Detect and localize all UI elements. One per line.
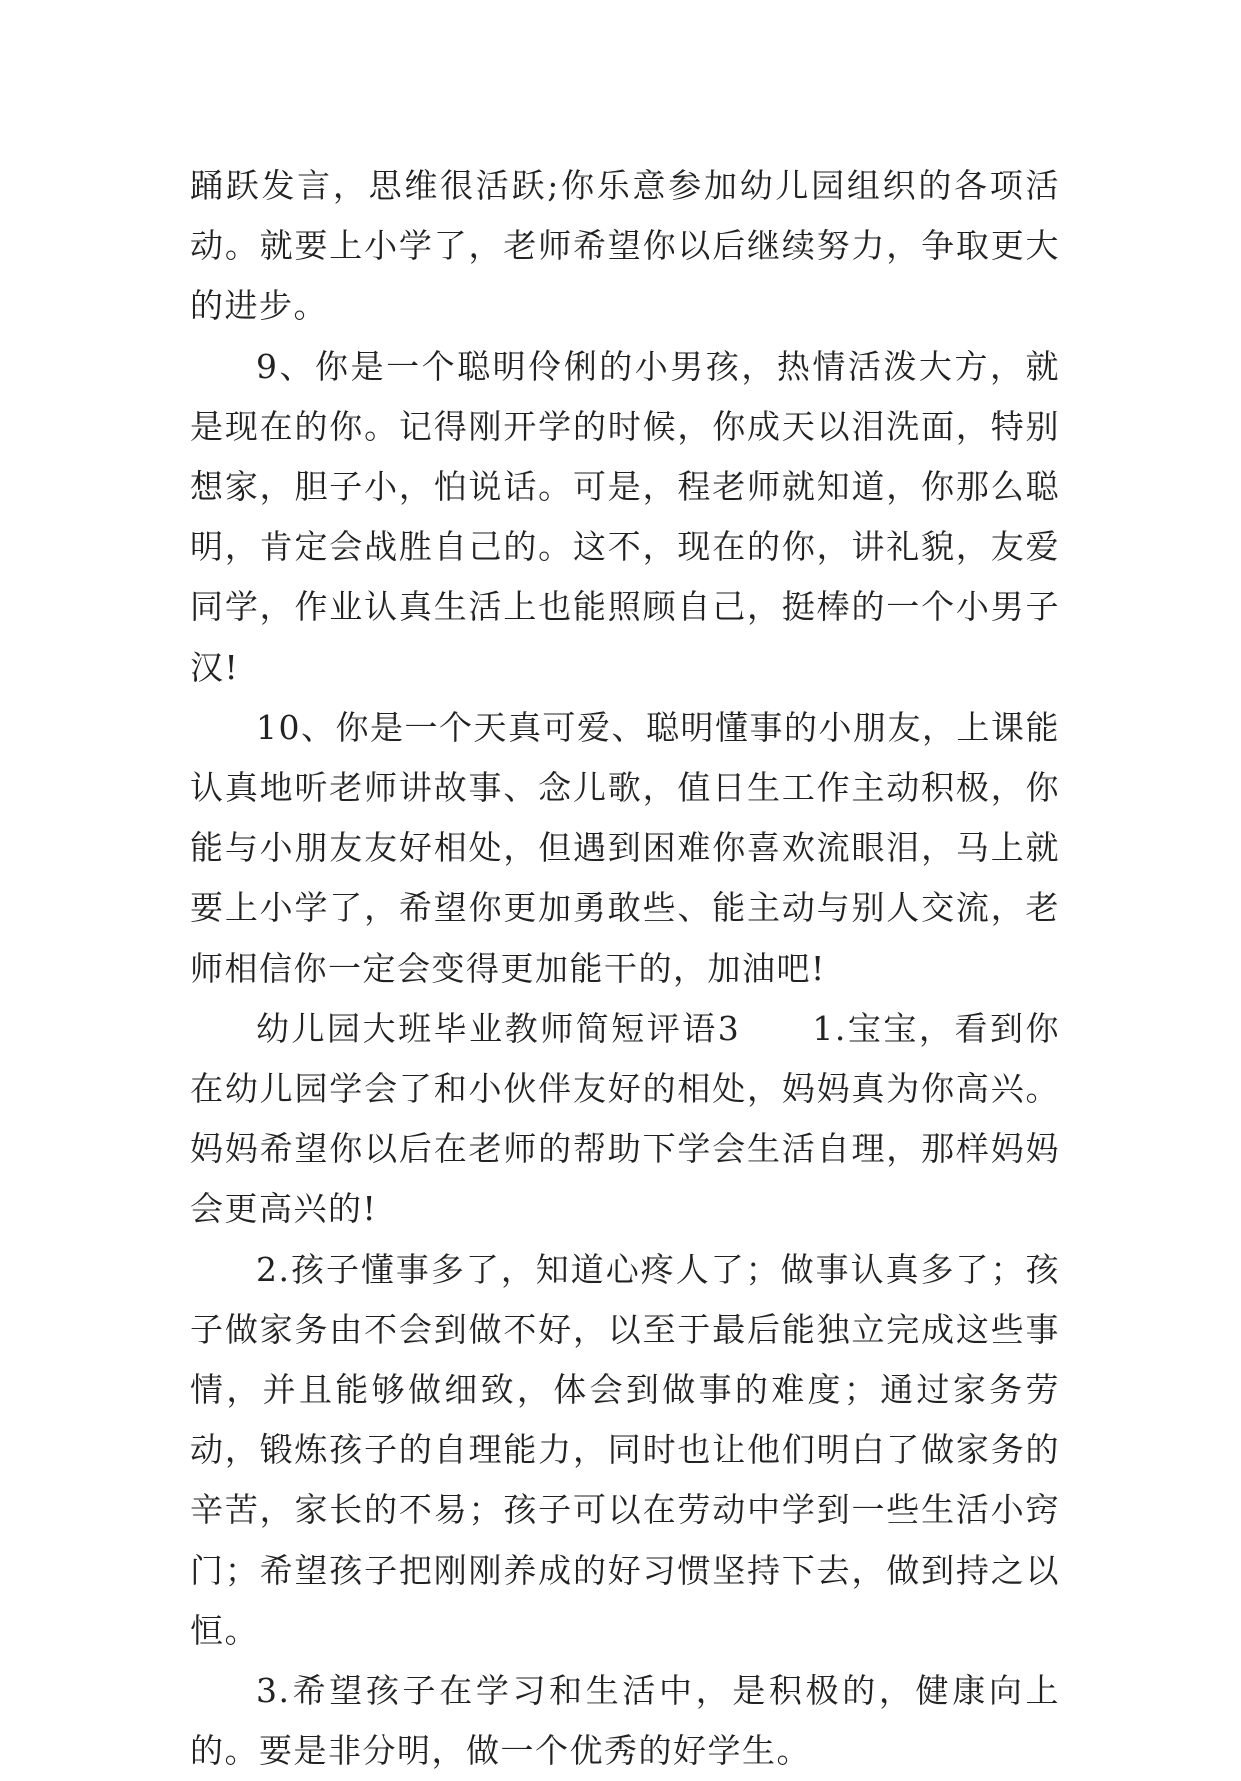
paragraph-comment-10: 10、你是一个天真可爱、聪明懂事的小朋友，上课能认真地听老师讲故事、念儿歌，值日生工作主动积极，你能与小朋友友好相处，但遇到困难你喜欢流眼泪，马上就要上小学了，希望你更加勇敢些、能主动与别人交流，老师相信你一定会变得更加能干的，加油吧! (190, 707, 1060, 988)
paragraph-item-3: 3.希望孩子在学习和生活中，是积极的，健康向上的。要是非分明，做一个优秀的好学生。 (190, 1671, 1060, 1771)
paragraph-item-2: 2.孩子懂事多了，知道心疼人了；做事认真多了；孩子做家务由不会到做不好，以至于最后能独立完成这些事情，并且能够做细致，体会到做事的难度；通过家务劳动，锻炼孩子的自理能力，同时也让他们明白了做家务的辛苦，家长的不易；孩子可以在劳动中学到一些生活小窍门；希望孩子把刚刚养成的好习惯坚持下去，做到持之以恒。 (190, 1249, 1060, 1650)
paragraph-continuation: 踊跃发言，思维很活跃;你乐意参加幼儿园组织的各项活动。就要上小学了，老师希望你以后继续努力，争取更大的进步。 (190, 166, 1060, 326)
document-body (190, 156, 1060, 1781)
paragraph-section-3-item-1: 幼儿园大班毕业教师简短评语3 1.宝宝，看到你在幼儿园学会了和小伙伴友好的相处，妈妈真为你高兴。妈妈希望你以后在老师的帮助下学会生活自理，那样妈妈会更高兴的! (190, 1008, 1060, 1229)
paragraph-comment-9: 9、你是一个聪明伶俐的小男孩，热情活泼大方，就是现在的你。记得刚开学的时候，你成天以泪洗面，特别想家，胆子小，怕说话。可是，程老师就知道，你那么聪明，肯定会战胜自己的。这不，现在的你，讲礼貌，友爱同学，作业认真生活上也能照顾自己，挺棒的一个小男子汉! (190, 346, 1060, 687)
